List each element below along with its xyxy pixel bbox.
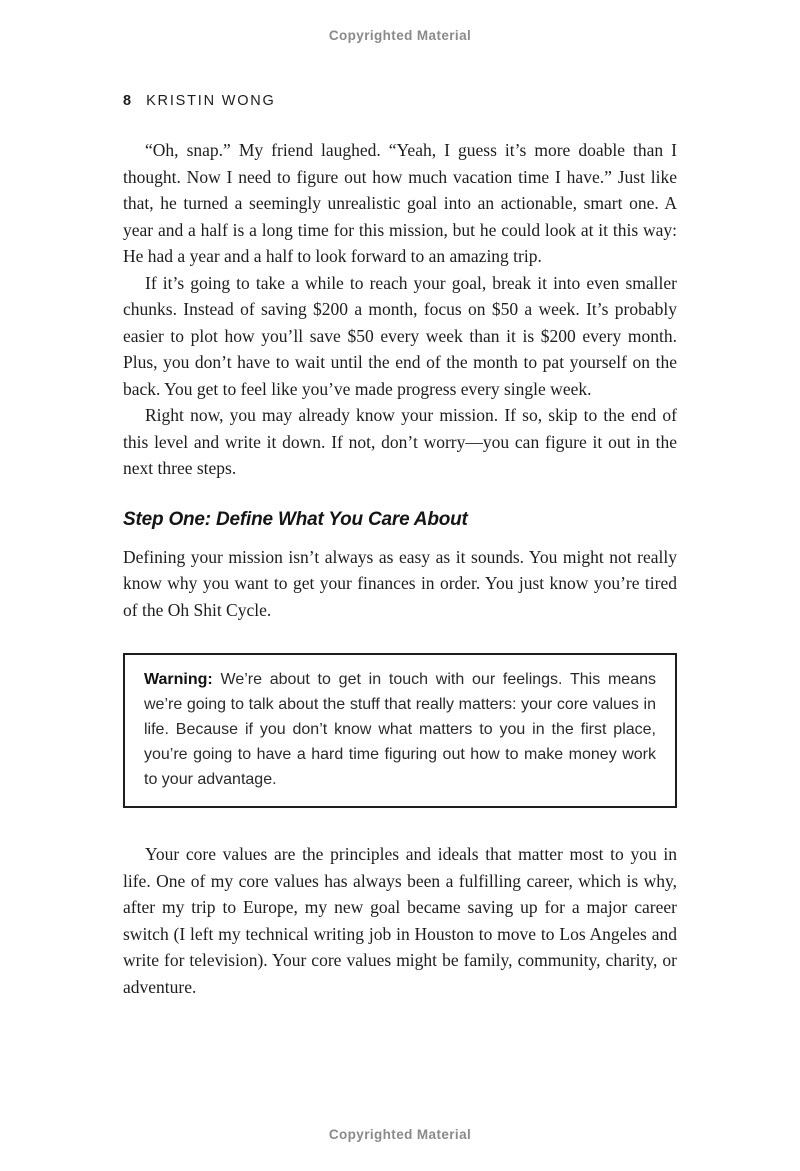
warning-paragraph <box>144 667 656 792</box>
page-number: 8 <box>123 93 132 109</box>
copyright-bottom-label: Copyrighted Material <box>328 1127 472 1142</box>
author-name: KRISTIN WONG <box>146 93 276 109</box>
warning-text: We’re about to get in touch with our feelings. This means we’re going to talk about the stuff that really matters: your core values in life. Because if you don’t know what matters to you in the first place, you’re going to have a hard time figuring out how to make money work to your advantage. <box>144 671 656 788</box>
warning-box <box>123 653 677 808</box>
running-header <box>123 93 276 109</box>
paragraph-oh-snap: “Oh, snap.” My friend laughed. “Yeah, I guess it’s more doable than I thought. Now I need to figure out how much vacation time I have.” Just like that, he turned a seemingly unrealistic goal into an actionable, smart one. A year and a half is a long time for this mission, but he could look at it this way: He had a year and a half to look forward to an amazing trip. <box>123 140 677 266</box>
warning-label: Warning: <box>144 671 213 688</box>
paragraph-know-your-mission: Right now, you may already know your mission. If so, skip to the end of this level and write it down. If not, don’t worry—you can figure it out in the next three steps. <box>123 405 677 478</box>
paragraph-defining-mission: Defining your mission isn’t always as easy as it sounds. You might not really know why you want to get your finances in order. You just know you’re tired of the Oh Shit Cycle. <box>123 546 677 620</box>
body-text <box>123 137 677 1000</box>
section-heading: Step One: Define What You Care About <box>123 508 468 530</box>
copyright-top-label: Copyrighted Material <box>328 28 472 43</box>
paragraph-core-values: Your core values are the principles and ideals that matter most to you in life. One of my core values has always been a fulfilling career, which is why, after my trip to Europe, my new goal became saving up for a major career switch (I left my technical writing job in Houston to move to Los Angeles and write for television). Your core values might be family, community, charity, or adventure. <box>123 844 677 997</box>
paragraph-smaller-chunks: If it’s going to take a while to reach your goal, break it into even smaller chunks. Instead of saving $200 a month, focus on $50 a week. It’s probably easier to plot how you’ll save $50 every week than it is $200 every month. Plus, you don’t have to wait until the end of the month to pat yourself on the back. You get to feel like you’ve made progress every single week. <box>123 272 677 399</box>
